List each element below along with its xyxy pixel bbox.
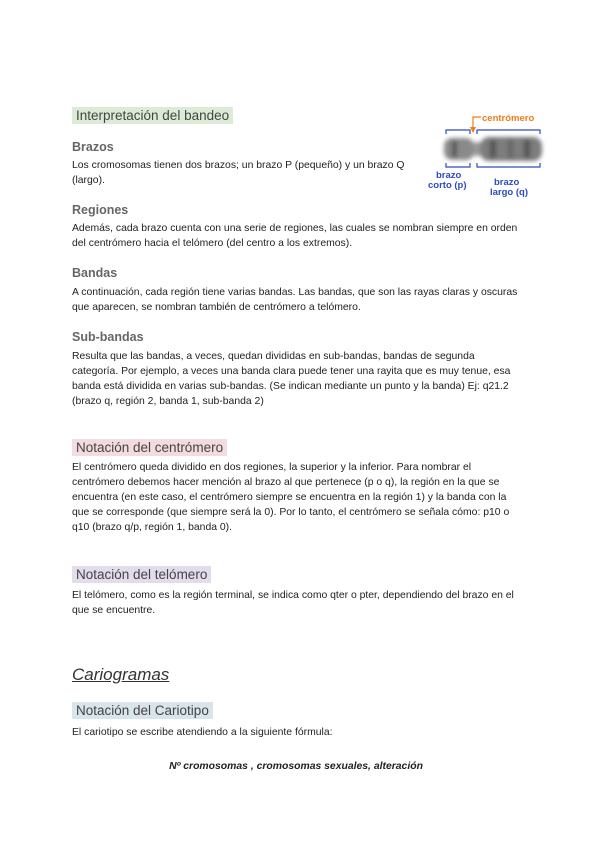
brace-bottom-p — [446, 163, 470, 167]
text-telomero: El telómero, como es la región terminal, se indica como qter o pter, dependiendo del brazo en el que se encuentre. — [72, 590, 514, 616]
section-cariotipo — [72, 702, 213, 720]
section-title-cariotipo: Notación del Cariotipo — [72, 702, 213, 719]
section-interpretacion — [72, 107, 233, 125]
section-title-telomero: Notación del telómero — [72, 566, 211, 583]
section-centromero — [72, 439, 227, 457]
heading-brazos: Brazos — [72, 140, 114, 154]
text-regiones: Además, cada brazo cuenta con una serie de regiones, las cuales se nombran siempre en orden del centrómero hacia el telómero (del centro a los extremos). — [72, 223, 518, 249]
brace-top-q — [477, 130, 540, 134]
brace-bottom-q — [477, 163, 540, 167]
label-centromero: centrómero — [482, 113, 535, 124]
text-cariotipo: El cariotipo se escribe atendiendo a la siguiente fórmula: — [72, 727, 333, 738]
chromosome-diagram — [424, 108, 552, 200]
label-brazo-corto-1: brazo — [436, 170, 462, 181]
label-brazo-corto-2: corto (p) — [428, 180, 467, 191]
label-brazo-largo-1: brazo — [494, 177, 520, 188]
section-telomero — [72, 566, 211, 584]
section-title-centromero: Notación del centrómero — [72, 439, 227, 456]
brace-top-p — [446, 130, 470, 134]
text-subbandas: Resulta que las bandas, a veces, quedan divididas en sub-bandas, bandas de segunda categoría. Por ejemplo, a veces una banda clara puede tener una rayita que es muy tenue, esa banda está dividida en varias sub-bandas. (Se indican mediante un punto y la banda) Ej: q21.2 (brazo q, región 2, banda 1, sub-banda 2) — [72, 351, 511, 407]
cariotipo-formula: Nº cromosomas , cromosomas sexuales, alteración — [169, 761, 423, 773]
text-brazos: Los cromosomas tienen dos brazos; un brazo P (pequeño) y un brazo Q (largo). — [72, 160, 405, 186]
section-title-cariogramas: Cariogramas — [72, 665, 170, 684]
text-bandas: A continuación, cada región tiene varias bandas. Las bandas, que son las rayas claras y oscuras que aparecen, se nombran también de centrómero a telómero. — [72, 287, 518, 313]
heading-regiones: Regiones — [72, 203, 129, 217]
heading-subbandas: Sub-bandas — [72, 330, 144, 344]
heading-bandas: Bandas — [72, 266, 118, 280]
text-centromero: El centrómero queda dividido en dos regiones, la superior y la inferior. Para nombrar el centrómero debemos hacer mención al brazo al que pertenece (p o q), la región en la que se encuentra (en este caso, el centrómero siempre se encuentra en la región 1) y la banda con la que se corresponde (que siempre será la 0). Por lo tanto, el centrómero se señala cómo: p10 o q10 (brazo q/p, región 1, banda 0). — [72, 462, 510, 533]
label-brazo-largo-2: largo (q) — [490, 187, 528, 198]
section-title-interpretacion: Interpretación del bandeo — [72, 107, 233, 124]
centromero-arrowhead — [470, 127, 476, 133]
chromosome-icon — [444, 137, 542, 161]
